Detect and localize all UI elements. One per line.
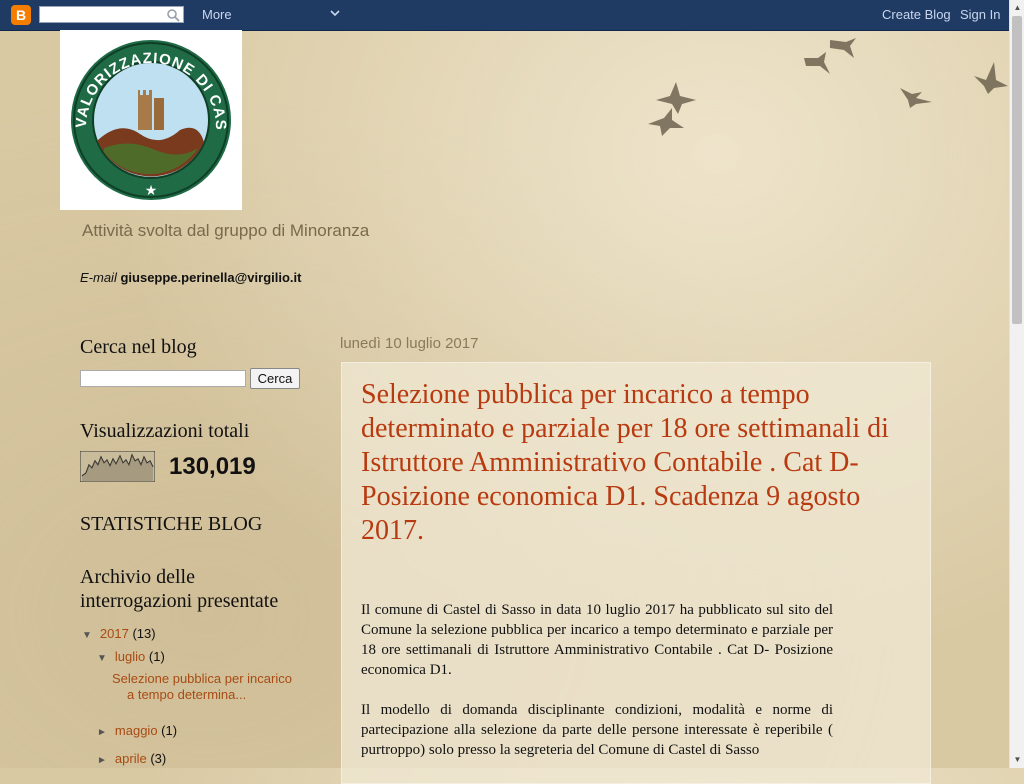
more-menu[interactable]: More xyxy=(202,7,232,22)
sign-in-link[interactable]: Sign In xyxy=(960,7,1001,22)
post-date-header: lunedì 10 luglio 2017 xyxy=(340,335,479,352)
search-button[interactable]: Cerca xyxy=(250,368,300,389)
archive-month-maggio xyxy=(97,723,177,738)
archive-month-count: (1) xyxy=(148,649,165,664)
archive-year-count: (13) xyxy=(132,626,156,641)
archive-month-link[interactable]: maggio xyxy=(114,723,158,738)
email-label: E-mail xyxy=(80,270,117,285)
archive-month-count: (3) xyxy=(150,751,167,766)
scroll-down-arrow-icon[interactable]: ▼ xyxy=(1013,755,1022,764)
castle-seal-icon xyxy=(60,30,242,210)
search-widget-title: Cerca nel blog xyxy=(80,336,197,358)
archive-title-line1: Archivio delle xyxy=(80,566,195,588)
archive-month-luglio xyxy=(97,649,165,664)
archive-year-link[interactable]: 2017 xyxy=(99,626,129,641)
expand-toggle-icon[interactable]: ► xyxy=(97,755,107,766)
scroll-up-arrow-icon[interactable]: ▲ xyxy=(1013,3,1022,12)
blogger-navbar xyxy=(0,0,1009,31)
pageviews-widget-title: Visualizzazioni totali xyxy=(80,420,250,442)
scroll-thumb[interactable] xyxy=(1012,16,1022,324)
blog-search-input[interactable] xyxy=(80,370,246,387)
expand-toggle-icon[interactable]: ► xyxy=(97,727,107,738)
chevron-down-icon[interactable] xyxy=(329,7,341,19)
stats-widget-title: STATISTICHE BLOG xyxy=(80,513,263,535)
pageviews-sparkline-icon xyxy=(80,451,155,482)
collapse-toggle-icon[interactable]: ▼ xyxy=(82,630,92,641)
search-icon[interactable] xyxy=(166,8,180,22)
svg-text:★: ★ xyxy=(144,183,158,199)
blogger-logo-icon[interactable]: B xyxy=(11,5,31,25)
flying-birds-decoration xyxy=(630,30,1010,140)
navbar-search-input[interactable] xyxy=(39,6,184,23)
archive-year-2017 xyxy=(82,626,156,641)
archive-month-count: (1) xyxy=(161,723,178,738)
post-paragraph: Il comune di Castel di Sasso in data 10 luglio 2017 ha pubblicato sul sito del Comune la selezione pubblica per incarico a tempo determinato e parziale per 18 ore settimanali di Istruttore Amministrativo Contabile . Cat D- Posizione economica D1. xyxy=(361,602,833,678)
blog-description: Attività svolta dal gruppo di Minoranza xyxy=(82,221,370,240)
post-paragraph: Il modello di domanda disciplinante condizioni, modalità e norme di partecipazione alla selezione da parte delle persone interessate è reperibile ( purtroppo) solo presso la segreteria del Comune di Castel di Sasso xyxy=(361,702,833,758)
archive-post-line2[interactable]: a tempo determina... xyxy=(127,687,247,702)
archive-widget-title xyxy=(80,565,278,613)
create-blog-link[interactable]: Create Blog xyxy=(882,7,951,22)
archive-month-link[interactable]: luglio xyxy=(114,649,146,664)
archive-post-link[interactable] xyxy=(112,671,302,703)
page-scrollbar[interactable] xyxy=(1009,0,1024,768)
pageviews-count: 130,019 xyxy=(169,453,256,480)
contact-email xyxy=(80,270,301,285)
collapse-toggle-icon[interactable]: ▼ xyxy=(97,653,107,664)
archive-month-link[interactable]: aprile xyxy=(114,751,147,766)
email-address[interactable]: giuseppe.perinella@virgilio.it xyxy=(120,270,302,285)
post-body xyxy=(361,600,833,780)
archive-title-line2: interrogazioni presentate xyxy=(80,590,279,612)
post-title[interactable]: Selezione pubblica per incarico a tempo determinato e parziale per 18 ore settimanali di Istruttore Amministrativo Contabile . Cat D- Posizione economica D1. Scadenza 9 agosto 2017. xyxy=(361,379,889,546)
archive-month-aprile xyxy=(97,751,166,766)
archive-post-line1[interactable]: Selezione pubblica per incarico xyxy=(112,671,292,686)
blog-header-logo[interactable] xyxy=(60,30,242,210)
seal-lettering: VALORIZZAZIONE DI CAS xyxy=(72,49,230,132)
